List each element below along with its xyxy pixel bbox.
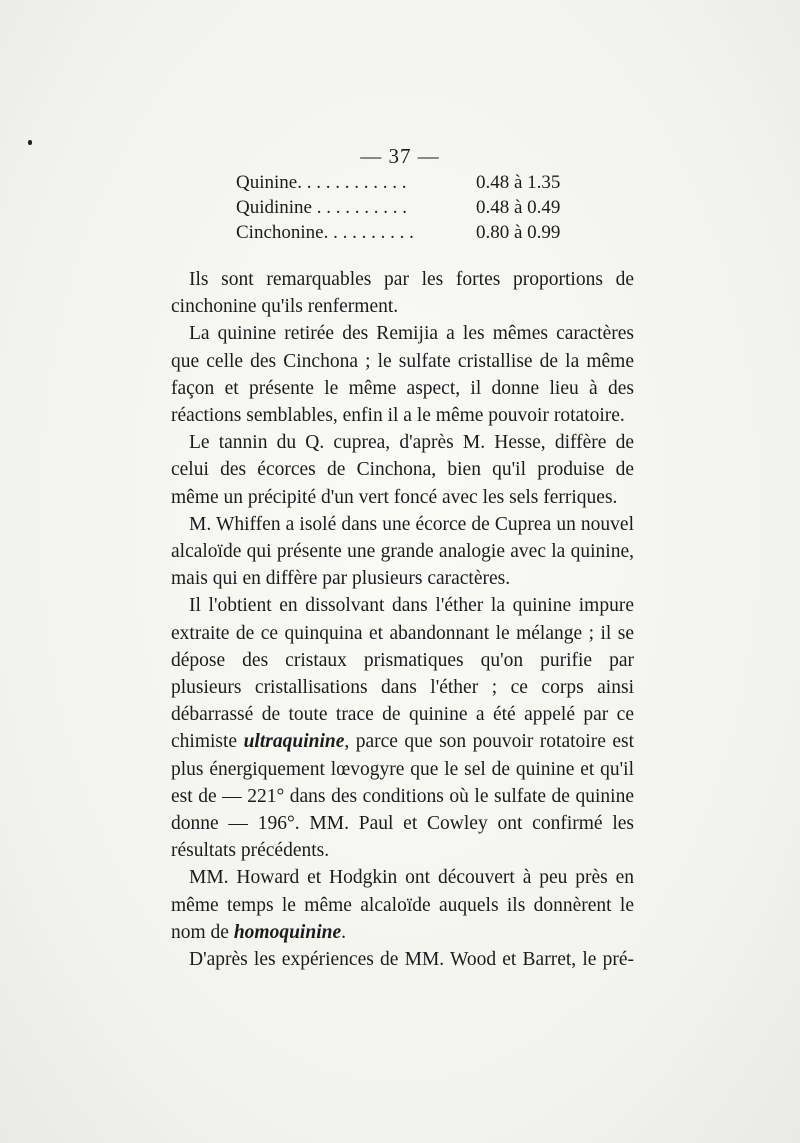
table-row-name: Quidinine . . . . . . . . . . xyxy=(236,197,407,218)
paragraph: Ils sont remarquables par les fortes proportions de cinchonine qu'ils renferment. xyxy=(171,269,634,318)
paragraph xyxy=(171,592,634,864)
alkaloid-table xyxy=(236,172,576,247)
paragraph-text: . xyxy=(341,921,346,943)
paragraph xyxy=(171,864,634,946)
paragraph: M. Whiffen a isolé dans une écorce de Cuprea un nouvel alcaloïde qui présente une grande analogie avec la quinine, mais qui en diffère par plusieurs caractères. xyxy=(171,513,634,590)
italic-term: homoquinine xyxy=(233,921,342,943)
table-row-value: 0.48 à 0.49 xyxy=(476,197,561,218)
paragraph: Le tannin du Q. cuprea, d'après M. Hesse, diffère de celui des écorces de Cinchona, bien qu'il produise de même un précipité d'un vert foncé avec les sels ferriques. xyxy=(171,432,634,508)
table-row xyxy=(236,222,576,247)
italic-term: ultraquinine xyxy=(243,731,345,753)
paragraph: La quinine retirée des Remijia a les mêmes caractères que celle des Cinchona ; le sulfate cristallise de la même façon et présente le même aspect, il donne lieu à des réactions semblables, enfin il a le même pouvoir rotatoire. xyxy=(171,323,634,427)
paragraph-text: MM. Howard et Hodgkin ont découvert à peu près en même temps le même alcaloïde auquels ils donnèrent le nom de xyxy=(171,867,634,943)
paragraph: D'après les expériences de MM. Wood et Barret, le pré- xyxy=(189,949,634,971)
table-row-name: Quinine. . . . . . . . . . . . xyxy=(236,172,407,193)
table-row-value: 0.80 à 0.99 xyxy=(476,222,561,243)
paragraph-text: , parce que son pouvoir rotatoire est plus énergiquement lœvogyre que le sel de quinine et qu'il est de — 221° dans des conditions où le sulfate de quinine donne — 196°. MM. Paul et Cowley ont confirmé les résultats précédents. xyxy=(171,731,635,862)
table-row-value: 0.48 à 1.35 xyxy=(476,172,561,193)
paragraph-text: Il l'obtient en dissolvant dans l'éther la quinine impure extraite de ce quinquina et abandonnant le mélange ; il se dépose des cristaux prismatiques qu'on purifie par plusieurs cristallisations dans l'éther ; ce corps ainsi débarrassé de toute trace de quinine a été appelé par ce chimiste xyxy=(171,595,634,753)
page-number: — 37 — xyxy=(360,144,440,168)
table-row xyxy=(236,172,576,197)
body-text xyxy=(171,266,634,973)
table-row-name: Cinchonine. . . . . . . . . . xyxy=(236,222,414,243)
table-row xyxy=(236,197,576,222)
